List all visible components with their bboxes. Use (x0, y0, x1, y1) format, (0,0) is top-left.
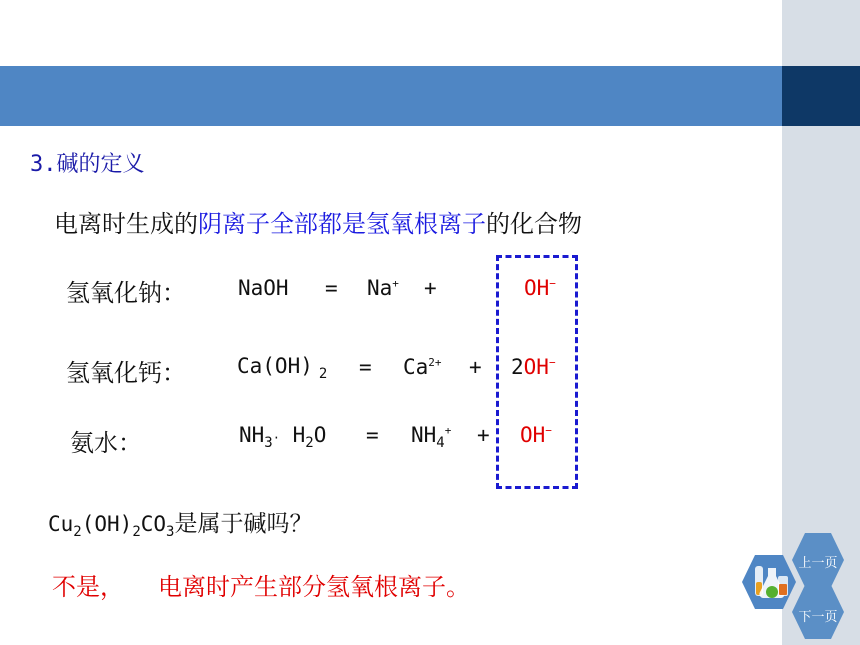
header-band-dark (782, 66, 860, 126)
section-heading: 3.碱的定义 (30, 152, 145, 177)
equation-3-cation: $NH_4^+$ (411, 423, 452, 452)
equation-1-name: 氢氧化钠： (66, 279, 186, 307)
lab-flask-icon (742, 554, 796, 610)
equation-2-cation: $Ca^{2+}$ (403, 355, 442, 379)
answer-text: 不是， 电离时产生部分氢氧根离子。 (52, 573, 470, 601)
equation-3-anion: OH− (520, 423, 552, 447)
equation-2-formula: Ca(OH) $_2$ (237, 354, 328, 383)
next-page-button[interactable]: 下一页 (792, 584, 844, 640)
prev-page-button[interactable]: 上一页 (792, 532, 844, 588)
question-text: $Cu_2(OH)_2CO_3$是属于碱吗？ (48, 511, 313, 541)
equation-3-equals: = (366, 423, 379, 447)
equation-1-anion: OH− (524, 276, 556, 300)
equation-3-plus: + (477, 423, 490, 447)
equation-1-plus: + (424, 276, 437, 300)
equation-3-name: 氨水： (70, 429, 142, 457)
definition-text: 电离时生成的阴离子全部都是氢氧根离子的化合物 (54, 210, 582, 238)
equation-3-formula: $NH_3\cdot H_2O$ (239, 423, 327, 452)
hydroxide-highlight-box (496, 255, 578, 489)
equation-2-anion: 2OH− (511, 355, 556, 379)
equation-2-equals: = (359, 355, 372, 379)
header-band (0, 66, 782, 126)
equation-2-plus: + (469, 355, 482, 379)
equation-1-cation: Na+ (367, 276, 399, 300)
equation-2-name: 氢氧化钙： (66, 359, 186, 387)
equation-1-formula: NaOH (238, 276, 289, 300)
equation-1-equals: = (325, 276, 338, 300)
